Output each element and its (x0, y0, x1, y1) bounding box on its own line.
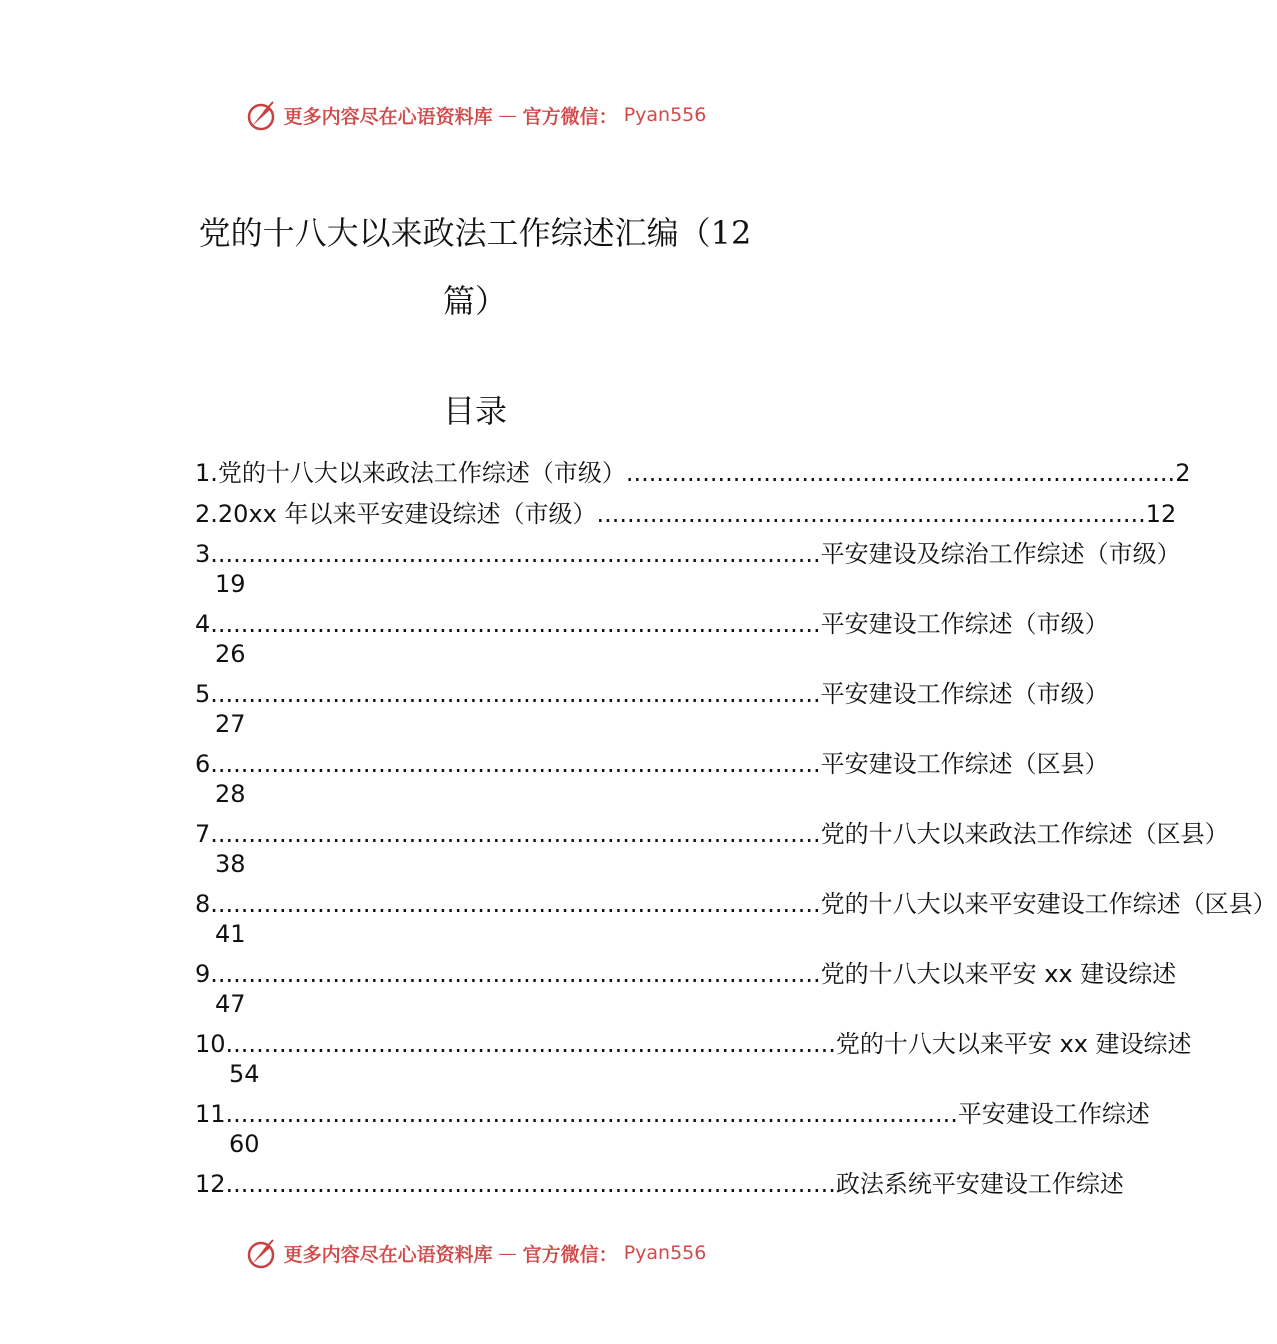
watermark-banner-bottom (0, 1233, 950, 1273)
toc-dot-leader: ................................................................................ (210, 610, 821, 638)
toc-dot-leader: ........................................................................ (596, 500, 1146, 528)
watermark-brand: 更多内容尽在心语资料库 (283, 105, 493, 128)
toc-entry-9[interactable] (195, 959, 1177, 989)
toc-entry-number: 3 (195, 540, 211, 568)
toc-entry-9-page: 47 (215, 990, 246, 1018)
toc-entry-title: 平安建设工作综述（市级） (820, 680, 1109, 708)
toc-entry-title: 平安建设及综治工作综述（市级） (820, 540, 1181, 568)
toc-heading: 目录 (442, 392, 507, 430)
document-title-line-2: 篇） (442, 282, 507, 320)
toc-entry-title: 党的十八大以来平安 xx 建设综述 (835, 1030, 1192, 1058)
toc-entry-number: 12 (195, 1170, 226, 1198)
toc-entry-title: 党的十八大以来政法工作综述（市级） (217, 459, 626, 487)
toc-entry-title: 党的十八大以来平安 xx 建设综述 (820, 960, 1177, 988)
toc-entry-6-page: 28 (215, 780, 246, 808)
watermark-wechat-id: Pyan556 (623, 1242, 707, 1264)
toc-entry-number: 1. (195, 459, 218, 487)
toc-entry-title: 党的十八大以来政法工作综述（区县） (820, 820, 1229, 848)
toc-entry-number: 7 (195, 820, 211, 848)
watermark-banner-top (0, 95, 950, 135)
toc-entry-number: 2. (195, 500, 218, 528)
toc-entry-title: 政法系统平安建设工作综述 (835, 1170, 1124, 1198)
toc-dot-leader: ................................................................................ (210, 750, 821, 778)
toc-entry-4-page: 26 (215, 640, 246, 668)
toc-entry-number: 4 (195, 610, 211, 638)
toc-entry-7-page: 38 (215, 850, 246, 878)
toc-entry-5-page: 27 (215, 710, 246, 738)
toc-entry-8-page: 41 (215, 920, 246, 948)
toc-entry-11-page: 60 (229, 1130, 260, 1158)
toc-entry-1[interactable] (195, 458, 1191, 488)
toc-entry-title: 20xx 年以来平安建设综述（市级） (217, 500, 597, 528)
quill-logo-icon (244, 98, 278, 132)
toc-entry-page: 2 (1175, 459, 1191, 487)
toc-entry-number: 5 (195, 680, 211, 708)
toc-entry-6[interactable] (195, 749, 1109, 779)
toc-dot-leader: ................................................................................ (210, 820, 821, 848)
watermark-separator: — (498, 104, 517, 126)
toc-entry-11[interactable] (195, 1099, 1150, 1129)
toc-entry-number: 9 (195, 960, 211, 988)
toc-entry-page: 12 (1145, 500, 1177, 528)
toc-entry-title: 平安建设工作综述（市级） (820, 610, 1109, 638)
toc-dot-leader: ................................................................................................ (225, 1100, 958, 1128)
toc-entry-2[interactable] (195, 499, 1177, 529)
toc-dot-leader: ................................................................................ (210, 680, 821, 708)
toc-entry-title: 平安建设工作综述 (957, 1100, 1150, 1128)
toc-entry-10[interactable] (195, 1029, 1192, 1059)
toc-entry-3[interactable] (195, 539, 1181, 569)
watermark-brand: 更多内容尽在心语资料库 (283, 1243, 493, 1266)
toc-entry-title: 党的十八大以来平安建设工作综述（区县） (820, 890, 1277, 918)
toc-entry-12[interactable] (195, 1169, 1124, 1199)
toc-dot-leader: ................................................................................ (210, 540, 821, 568)
toc-dot-leader: ........................................................................ (625, 459, 1176, 487)
toc-entry-7[interactable] (195, 819, 1229, 849)
toc-dot-leader: ................................................................................ (210, 890, 821, 918)
toc-dot-leader: ................................................................................ (210, 960, 821, 988)
toc-entry-title: 平安建设工作综述（区县） (820, 750, 1109, 778)
toc-entry-number: 10 (195, 1030, 226, 1058)
toc-entry-5[interactable] (195, 679, 1109, 709)
toc-dot-leader: ................................................................................ (225, 1030, 836, 1058)
watermark-separator: — (498, 1242, 517, 1264)
toc-entry-3-page: 19 (215, 570, 246, 598)
watermark-wechat-label: 官方微信： (522, 105, 618, 128)
toc-dot-leader: ................................................................................ (225, 1170, 836, 1198)
toc-entry-number: 6 (195, 750, 211, 778)
watermark-wechat-id: Pyan556 (623, 104, 707, 126)
toc-entry-4[interactable] (195, 609, 1109, 639)
document-title-line-1: 党的十八大以来政法工作综述汇编（12 (198, 214, 752, 252)
toc-entry-number: 8 (195, 890, 211, 918)
toc-entry-8[interactable] (195, 889, 1277, 919)
watermark-wechat-label: 官方微信： (522, 1243, 618, 1266)
toc-entry-10-page: 54 (229, 1060, 260, 1088)
quill-logo-icon (244, 1236, 278, 1270)
toc-entry-number: 11 (195, 1100, 226, 1128)
